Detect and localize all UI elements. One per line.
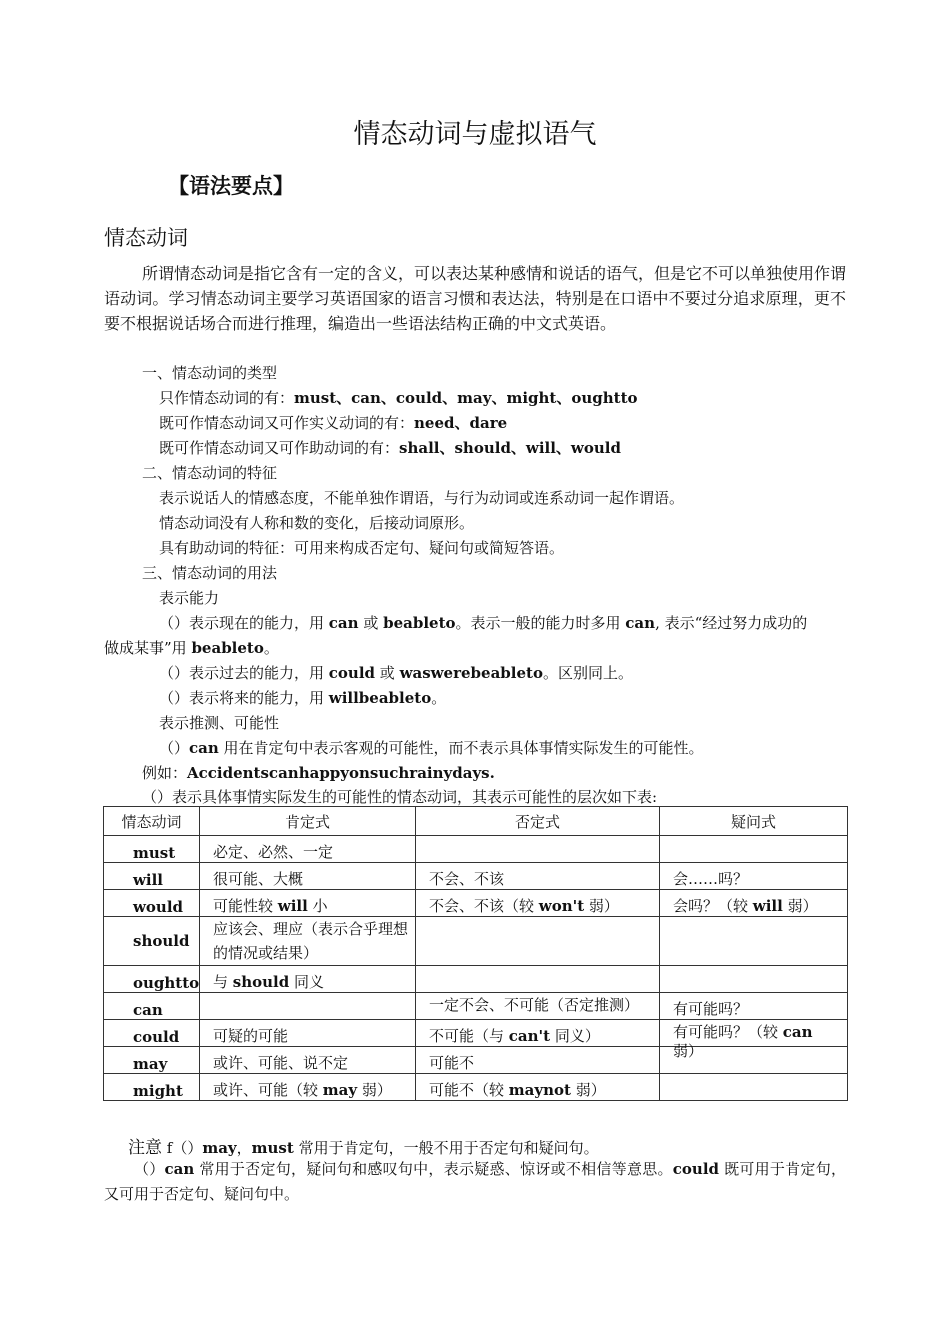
positive-cell: 可疑的可能 — [200, 1020, 416, 1047]
negative-cell: 可能不 — [416, 1047, 660, 1074]
question-cell — [660, 1074, 848, 1101]
positive-cell: 应该会、理应（表示合乎理想的情况或结果） — [200, 917, 416, 966]
types-line-3: 既可作情态动词又可作助动词的有：shall、should、will、would — [159, 439, 621, 457]
topic-heading: 情态动词 — [104, 226, 188, 250]
question-cell: 有可能吗？（较 can 弱） — [660, 1020, 848, 1047]
table-row — [104, 966, 848, 993]
table-header: 否定式 — [416, 807, 660, 836]
negative-cell: 不可能（与 can't 同义） — [416, 1020, 660, 1047]
modal-verb-cell: can — [104, 993, 200, 1020]
modal-verb-cell: will — [104, 863, 200, 890]
usage-heading: 三、情态动词的用法 — [142, 564, 278, 582]
types-line-2: 既可作情态动词又可作实义动词的有：need、dare — [159, 414, 508, 432]
possibility-line-2: （）表示具体事情实际发生的可能性的情态动词，其表示可能性的层次如下表: — [142, 788, 658, 806]
positive-cell: 可能性较 will 小 — [200, 890, 416, 917]
question-cell — [660, 917, 848, 966]
intro-paragraph: 所谓情态动词是指它含有一定的含义，可以表达某种感情和说话的语气，但是它不可以单独使用作谓语动词。学习情态动词主要学习英语国家的语言习惯和表达法，特别是在口语中不要过分追求原理，更不要不根据说话场合而进行推理，编造出一些语法结构正确的中文式英语。 — [104, 264, 847, 333]
negative-cell — [416, 966, 660, 993]
table-row — [104, 1047, 848, 1074]
negative-cell — [416, 917, 660, 966]
positive-cell — [200, 993, 416, 1020]
modal-verb-cell: might — [104, 1074, 200, 1101]
features-heading: 二、情态动词的特征 — [142, 464, 278, 482]
positive-cell: 与 should 同义 — [200, 966, 416, 993]
positive-cell: 或许、可能（较 may 弱） — [200, 1074, 416, 1101]
possibility-heading: 表示推测、可能性 — [159, 714, 280, 732]
positive-cell: 很可能、大概 — [200, 863, 416, 890]
types-line-1: 只作情态动词的有：must、can、could、may、might、oughtto — [159, 389, 638, 407]
table-header: 情态动词 — [104, 807, 200, 836]
table-row — [104, 993, 848, 1020]
types-heading: 一、情态动词的类型 — [142, 364, 278, 382]
question-cell: 有可能吗？ — [660, 993, 848, 1020]
table-header-row — [104, 807, 848, 836]
negative-cell: 可能不（较 maynot 弱） — [416, 1074, 660, 1101]
negative-cell: 一定不会、不可能（否定推测） — [416, 993, 660, 1020]
question-cell: 会……吗？ — [660, 863, 848, 890]
negative-cell: 不会、不该（较 won't 弱） — [416, 890, 660, 917]
feature-2: 情态动词没有人称和数的变化，后接动词原形。 — [159, 514, 475, 532]
positive-cell: 必定、必然、一定 — [200, 836, 416, 863]
positive-cell: 或许、可能、说不定 — [200, 1047, 416, 1074]
modal-verb-cell: should — [104, 917, 200, 966]
question-cell: 会吗？（较 will 弱） — [660, 890, 848, 917]
ability-line-3: （）表示将来的能力，用 willbeableto。 — [159, 689, 447, 707]
modal-verb-cell: may — [104, 1047, 200, 1074]
table-row — [104, 917, 848, 966]
negative-cell: 不会、不该 — [416, 863, 660, 890]
example-line: 例如：Accidentscanhappyonsuchrainydays. — [142, 764, 495, 782]
feature-3: 具有助动词的特征：可用来构成否定句、疑问句或简短答语。 — [159, 539, 565, 557]
question-cell — [660, 966, 848, 993]
modal-verb-cell: would — [104, 890, 200, 917]
feature-1: 表示说话人的情感态度，不能单独作谓语，与行为动词或连系动词一起作谓语。 — [159, 489, 685, 507]
ability-line-1-cont: 做成某事”用 beableto。 — [104, 639, 279, 657]
note-line-1: 注意 f（）may，must 常用于肯定句，一般不用于否定句和疑问句。 — [128, 1138, 599, 1158]
page-title: 情态动词与虚拟语气 — [353, 119, 597, 150]
section-heading: 【语法要点】 — [168, 174, 294, 198]
modal-verb-cell: could — [104, 1020, 200, 1047]
table-header: 疑问式 — [660, 807, 848, 836]
ability-line-1: （）表示现在的能力，用 can 或 beableto。表示一般的能力时多用 can, 表示“经过努力成功的 — [159, 614, 808, 632]
question-cell — [660, 836, 848, 863]
modal-verb-cell: must — [104, 836, 200, 863]
table-row — [104, 836, 848, 863]
modal-verb-table — [103, 806, 848, 1101]
table-row — [104, 863, 848, 890]
modal-verb-cell: oughtto — [104, 966, 200, 993]
note-label: 注意 — [128, 1138, 162, 1158]
note-line-2: （）can 常用于否定句，疑问句和感叹句中，表示疑惑、惊讶或不相信等意思。could 既可用于肯定句，又可用于否定句、疑问句中。 — [104, 1160, 846, 1203]
table-row — [104, 1020, 848, 1047]
negative-cell — [416, 836, 660, 863]
table-row — [104, 1074, 848, 1101]
table-header: 肯定式 — [200, 807, 416, 836]
table-row — [104, 890, 848, 917]
possibility-line-1: （）can 用在肯定句中表示客观的可能性，而不表示具体事情实际发生的可能性。 — [159, 739, 704, 757]
ability-line-2: （）表示过去的能力，用 could 或 waswerebeableto。区别同上。 — [159, 664, 633, 682]
ability-heading: 表示能力 — [159, 589, 220, 607]
